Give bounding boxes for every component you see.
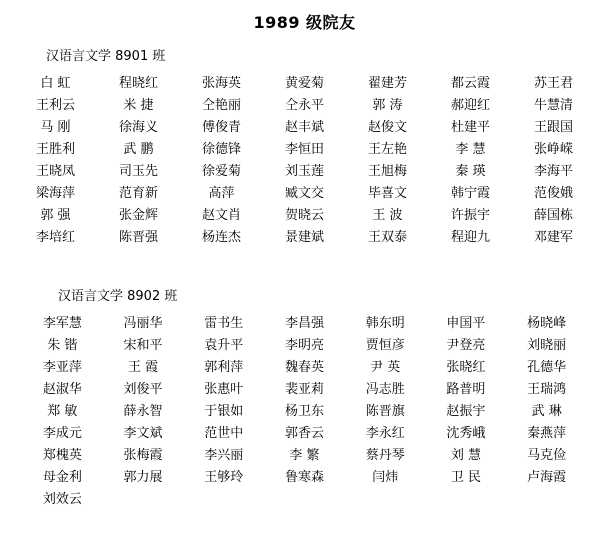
name-cell: 王利云 [35, 98, 75, 113]
name-cell: 魏春英 [284, 360, 324, 375]
name-cell: 赵俊文 [367, 120, 407, 135]
name-cell: 赵丰斌 [284, 120, 324, 135]
section-heading: 汉语言文学 8902 班 [58, 289, 178, 304]
name-cell: 都云霞 [450, 76, 490, 91]
name-cell: 王双泰 [367, 230, 407, 245]
name-cell: 李昌强 [284, 316, 324, 331]
name-cell: 张峥嵘 [533, 142, 573, 157]
name-cell: 尹 英 [370, 360, 401, 375]
name-cell: 杨卫东 [284, 404, 324, 419]
name-cell: 武 琳 [531, 404, 562, 419]
name-cell: 韩宁霞 [450, 186, 490, 201]
name-cell: 袁升平 [204, 338, 244, 353]
name-grid-8901 [14, 74, 595, 247]
name-cell: 冯志胜 [365, 382, 405, 397]
name-cell: 刘俊平 [123, 382, 163, 397]
name-cell: 邓建军 [533, 230, 573, 245]
name-cell: 李海平 [533, 164, 573, 179]
name-cell: 程迎九 [450, 230, 490, 245]
name-cell: 薛国栋 [533, 208, 573, 223]
name-cell: 秦 瑛 [455, 164, 486, 179]
name-cell [264, 490, 345, 509]
name-cell: 杨晓峰 [527, 316, 567, 331]
name-cell: 景建斌 [284, 230, 324, 245]
name-cell: 郭 涛 [372, 98, 403, 113]
name-cell: 李 慧 [455, 142, 486, 157]
name-cell: 沈秀峨 [446, 426, 486, 441]
section-heading: 汉语言文学 8901 班 [46, 49, 166, 64]
name-cell: 申国平 [446, 316, 486, 331]
page-title: 1989 级院友 [253, 13, 356, 32]
name-cell [345, 490, 426, 509]
name-cell [426, 490, 507, 509]
name-cell: 苏王君 [533, 76, 573, 91]
name-cell: 仝永平 [284, 98, 324, 113]
name-cell: 刘效云 [42, 492, 82, 507]
name-cell: 司玉先 [118, 164, 158, 179]
name-cell: 王瑞鸿 [527, 382, 567, 397]
name-cell: 傅俊青 [201, 120, 241, 135]
name-cell [183, 490, 264, 509]
name-cell: 王够玲 [204, 470, 244, 485]
name-cell: 刘 慧 [450, 448, 481, 463]
name-cell: 蔡丹琴 [365, 448, 405, 463]
name-cell: 徐德锋 [201, 142, 241, 157]
name-cell: 李兴丽 [204, 448, 244, 463]
name-cell: 张惠叶 [204, 382, 244, 397]
name-cell: 卫 民 [450, 470, 481, 485]
name-cell: 徐海义 [118, 120, 158, 135]
section-spacer [0, 247, 609, 273]
name-cell: 范育新 [118, 186, 158, 201]
name-cell: 孔德华 [527, 360, 567, 375]
name-cell: 张海英 [201, 76, 241, 91]
name-cell: 米 捷 [123, 98, 154, 113]
name-cell: 刘玉莲 [284, 164, 324, 179]
name-cell: 赵文肖 [201, 208, 241, 223]
class-section-8902 [0, 285, 609, 509]
name-cell: 郭香云 [284, 426, 324, 441]
name-cell: 雷书生 [204, 316, 244, 331]
name-cell: 韩东明 [365, 316, 405, 331]
name-cell: 郭利萍 [204, 360, 244, 375]
name-cell: 张梅霞 [123, 448, 163, 463]
name-cell [103, 490, 184, 509]
name-cell: 母金利 [42, 470, 82, 485]
name-cell: 李成元 [42, 426, 82, 441]
name-cell: 尹登亮 [446, 338, 486, 353]
name-cell: 毕喜文 [367, 186, 407, 201]
name-cell: 李明亮 [284, 338, 324, 353]
name-cell: 王晓凤 [35, 164, 75, 179]
name-cell: 范世中 [204, 426, 244, 441]
name-cell [506, 490, 587, 509]
name-cell: 郝迎红 [450, 98, 490, 113]
name-cell: 李培红 [35, 230, 75, 245]
name-cell: 李亚萍 [42, 360, 82, 375]
name-cell: 徐爱菊 [201, 164, 241, 179]
name-cell: 郑 敏 [47, 404, 78, 419]
name-cell: 王胜利 [35, 142, 75, 157]
name-cell: 郭力展 [123, 470, 163, 485]
name-cell: 宋和平 [123, 338, 163, 353]
name-cell: 刘晓丽 [527, 338, 567, 353]
name-cell: 李 繁 [289, 448, 320, 463]
document-page [0, 10, 609, 548]
name-cell: 赵淑华 [42, 382, 82, 397]
name-cell: 赵振宇 [446, 404, 486, 419]
name-cell: 王左艳 [367, 142, 407, 157]
name-cell: 冯丽华 [123, 316, 163, 331]
name-cell: 路普明 [446, 382, 486, 397]
name-cell: 秦燕萍 [527, 426, 567, 441]
name-cell: 贾恒彦 [365, 338, 405, 353]
name-cell: 黄爱菊 [284, 76, 324, 91]
name-cell: 李永红 [365, 426, 405, 441]
name-cell: 裴亚莉 [284, 382, 324, 397]
name-cell: 仝艳丽 [201, 98, 241, 113]
name-cell: 陈晋旗 [365, 404, 405, 419]
name-cell: 张晓红 [446, 360, 486, 375]
class-section-8901 [0, 45, 609, 247]
name-grid-8902 [22, 314, 587, 509]
name-cell: 马克俭 [527, 448, 567, 463]
name-cell: 臧文交 [284, 186, 324, 201]
name-cell: 鲁寒森 [284, 470, 324, 485]
name-cell: 朱 锴 [47, 338, 78, 353]
name-cell: 翟建芳 [367, 76, 407, 91]
name-cell: 范俊娥 [533, 186, 573, 201]
name-cell: 薛永智 [123, 404, 163, 419]
name-cell: 王跟国 [533, 120, 573, 135]
name-cell: 陈晋强 [118, 230, 158, 245]
name-cell: 李文斌 [123, 426, 163, 441]
name-cell: 牛慧清 [533, 98, 573, 113]
name-cell: 王 霞 [127, 360, 159, 375]
name-cell: 李恒田 [284, 142, 324, 157]
name-cell: 杜建平 [450, 120, 490, 135]
name-cell: 梁海萍 [35, 186, 75, 201]
name-cell: 郭 强 [40, 208, 71, 223]
name-cell: 马 刚 [40, 120, 71, 135]
name-cell: 于银如 [204, 404, 244, 419]
name-cell: 杨连杰 [201, 230, 241, 245]
name-cell: 程晓红 [118, 76, 158, 91]
name-cell: 闫炜 [372, 470, 399, 485]
name-cell: 白 虹 [40, 76, 71, 91]
name-cell: 高萍 [208, 186, 235, 201]
name-cell: 贺晓云 [284, 208, 324, 223]
name-cell: 王旭梅 [367, 164, 407, 179]
name-cell: 李军慧 [42, 316, 82, 331]
name-cell: 郑槐英 [42, 448, 82, 463]
name-cell: 许振宇 [450, 208, 490, 223]
name-cell: 卢海霞 [527, 470, 567, 485]
name-cell: 张金辉 [118, 208, 158, 223]
name-cell: 王 波 [372, 208, 403, 223]
name-cell: 武 鹏 [123, 142, 154, 157]
